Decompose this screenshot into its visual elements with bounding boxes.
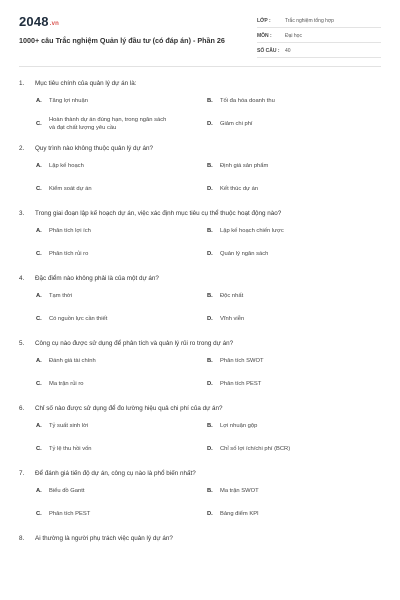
answer-option[interactable] xyxy=(36,310,207,328)
option-letter: C. xyxy=(36,511,42,517)
option-letter: B. xyxy=(207,423,213,429)
option-text: Bảng điểm KPI xyxy=(220,511,259,517)
option-letter: D. xyxy=(207,381,213,387)
option-text: Giảm chi phí xyxy=(220,121,253,127)
answer-options xyxy=(36,157,381,198)
option-letter: A. xyxy=(36,293,42,299)
question-number: 6. xyxy=(19,405,25,412)
meta-row-subject xyxy=(257,29,381,43)
option-text: Lợi nhuận gộp xyxy=(220,423,258,429)
question-item xyxy=(19,404,381,458)
option-text: Lập kế hoạch xyxy=(49,163,84,169)
question-item xyxy=(19,339,381,393)
answer-options xyxy=(36,222,381,263)
answer-option[interactable] xyxy=(207,180,378,198)
question-text xyxy=(19,144,381,153)
document-title: 1000+ câu Trắc nghiệm Quản lý đầu tư (có đáp án) - Phần 26 xyxy=(19,36,225,45)
option-letter: A. xyxy=(36,163,42,169)
answer-option[interactable] xyxy=(36,157,207,175)
option-text: Tăng lợi nhuận xyxy=(49,98,88,104)
option-text: Phân tích rủi ro xyxy=(49,251,89,257)
option-letter: B. xyxy=(207,163,213,169)
question-stem: Ai thường là người phụ trách việc quản lý dự án? xyxy=(35,535,173,542)
meta-value: 40 xyxy=(285,47,291,54)
option-letter: D. xyxy=(207,511,213,517)
answer-option[interactable] xyxy=(207,287,378,305)
answer-options xyxy=(36,352,381,393)
question-text xyxy=(19,79,381,88)
question-stem: Đặc điểm nào không phải là của một dự án? xyxy=(35,275,159,282)
question-item xyxy=(19,274,381,328)
logo-suffix: .vn xyxy=(49,21,60,27)
option-text: Lập kế hoạch chiến lược xyxy=(220,228,284,234)
meta-row-count xyxy=(257,44,381,58)
answer-option[interactable] xyxy=(207,352,378,370)
option-text: Tỷ suất sinh lời xyxy=(49,423,89,429)
question-stem: Chỉ số nào được sử dụng để đo lường hiệu quả chi phí của dự án? xyxy=(35,405,223,412)
answer-option[interactable] xyxy=(36,287,207,305)
question-stem: Trong giai đoạn lập kế hoạch dự án, việc xác định mục tiêu cụ thể thuộc hoạt động nào? xyxy=(35,210,282,217)
answer-option[interactable] xyxy=(36,375,207,393)
option-letter: A. xyxy=(36,488,42,494)
document-meta xyxy=(257,14,381,59)
meta-row-class xyxy=(257,14,381,28)
question-text xyxy=(19,469,381,478)
option-letter: B. xyxy=(207,98,213,104)
option-letter: D. xyxy=(207,121,213,127)
answer-options xyxy=(36,417,381,458)
option-text: Kết thúc dự án xyxy=(220,186,259,192)
option-text: Ma trận SWOT xyxy=(220,488,259,494)
option-letter: A. xyxy=(36,98,42,104)
question-number: 4. xyxy=(19,275,25,282)
option-letter: B. xyxy=(207,488,213,494)
option-text: Tạm thời xyxy=(49,293,73,299)
option-letter: D. xyxy=(207,316,213,322)
option-text: Tối đa hóa doanh thu xyxy=(220,98,275,104)
answer-option[interactable] xyxy=(207,92,378,110)
answer-options xyxy=(36,482,381,523)
option-letter: D. xyxy=(207,446,213,452)
answer-option[interactable] xyxy=(36,352,207,370)
question-number: 3. xyxy=(19,210,25,217)
meta-label: LỚP : xyxy=(257,17,271,24)
question-number: 8. xyxy=(19,535,25,542)
option-text: Phân tích PEST xyxy=(49,511,91,517)
question-number: 1. xyxy=(19,80,25,87)
question-stem: Để đánh giá tiến độ dự án, công cụ nào là phổ biến nhất? xyxy=(35,470,196,477)
answer-option[interactable] xyxy=(207,222,378,240)
answer-option[interactable] xyxy=(36,440,207,458)
option-text: Phân tích lợi ích xyxy=(49,228,91,234)
option-letter: C. xyxy=(36,186,42,192)
option-text: Độc nhất xyxy=(220,293,244,299)
option-text: Biểu đồ Gantt xyxy=(49,488,85,494)
option-letter: A. xyxy=(36,228,42,234)
answer-option[interactable] xyxy=(207,482,378,500)
question-text xyxy=(19,274,381,283)
question-number: 5. xyxy=(19,340,25,347)
option-text: Chỉ số lợi ích/chi phí (BCR) xyxy=(220,446,291,452)
meta-value: Đại học xyxy=(285,32,302,39)
option-text: Đánh giá tài chính xyxy=(49,358,96,364)
option-letter: C. xyxy=(36,121,42,127)
answer-option[interactable] xyxy=(207,157,378,175)
answer-option[interactable] xyxy=(36,180,207,198)
site-logo[interactable] xyxy=(19,14,251,29)
option-letter: A. xyxy=(36,423,42,429)
question-item xyxy=(19,534,381,543)
answer-option[interactable] xyxy=(207,440,378,458)
question-number: 2. xyxy=(19,145,25,152)
option-letter: C. xyxy=(36,316,42,322)
answer-options xyxy=(36,287,381,328)
answer-options xyxy=(36,92,381,133)
option-letter: A. xyxy=(36,358,42,364)
meta-label: MÔN : xyxy=(257,32,272,39)
question-text xyxy=(19,209,381,218)
answer-option[interactable] xyxy=(36,417,207,435)
option-text: Phân tích SWOT xyxy=(220,358,264,364)
option-letter: C. xyxy=(36,251,42,257)
option-text: Vĩnh viễn xyxy=(220,316,245,322)
answer-option[interactable] xyxy=(36,222,207,240)
option-text: Ma trận rủi ro xyxy=(49,381,84,387)
option-letter: D. xyxy=(207,251,213,257)
option-letter: B. xyxy=(207,293,213,299)
answer-option[interactable] xyxy=(36,245,207,263)
question-item xyxy=(19,79,381,133)
option-letter: C. xyxy=(36,446,42,452)
option-letter: B. xyxy=(207,228,213,234)
option-text: Kiểm soát dự án xyxy=(49,186,92,192)
answer-option[interactable] xyxy=(207,310,378,328)
header-divider xyxy=(19,66,381,67)
question-stem: Công cụ nào được sử dụng để phân tích và quản lý rủi ro trong dự án? xyxy=(35,340,234,347)
option-text: Tỷ lệ thu hồi vốn xyxy=(49,446,92,452)
option-letter: B. xyxy=(207,358,213,364)
question-stem: Mục tiêu chính của quản lý dự án là: xyxy=(35,80,137,87)
option-text: Phân tích PEST xyxy=(220,381,262,387)
option-letter: D. xyxy=(207,186,213,192)
question-item xyxy=(19,209,381,263)
answer-option[interactable] xyxy=(36,505,207,523)
option-text: Có nguồn lực cần thiết xyxy=(49,316,108,322)
question-stem: Quy trình nào không thuộc quản lý dự án? xyxy=(35,145,153,152)
option-text: Định giá sản phẩm xyxy=(220,163,269,169)
answer-option[interactable] xyxy=(207,115,378,133)
option-text: Hoàn thành dự án đúng hạn, trong ngân sách và đạt chất lượng yêu cầu xyxy=(49,117,167,131)
answer-option[interactable] xyxy=(207,245,378,263)
logo-main: 2048 xyxy=(19,14,49,29)
question-number: 7. xyxy=(19,470,25,477)
answer-option[interactable] xyxy=(207,375,378,393)
document-header xyxy=(19,10,381,59)
answer-option[interactable] xyxy=(36,115,207,133)
answer-option[interactable] xyxy=(207,417,378,435)
answer-option[interactable] xyxy=(207,505,378,523)
question-text xyxy=(19,339,381,348)
meta-value: Trắc nghiệm tổng hợp xyxy=(285,17,334,24)
question-item xyxy=(19,144,381,198)
option-letter: C. xyxy=(36,381,42,387)
question-item xyxy=(19,469,381,523)
meta-label: SỐ CÂU : xyxy=(257,47,280,54)
header-left xyxy=(19,10,251,46)
question-list xyxy=(19,79,381,543)
option-text: Quản lý ngân sách xyxy=(220,251,269,257)
answer-option[interactable] xyxy=(36,482,207,500)
question-text xyxy=(19,404,381,413)
answer-option[interactable] xyxy=(36,92,207,110)
question-text xyxy=(19,534,381,543)
